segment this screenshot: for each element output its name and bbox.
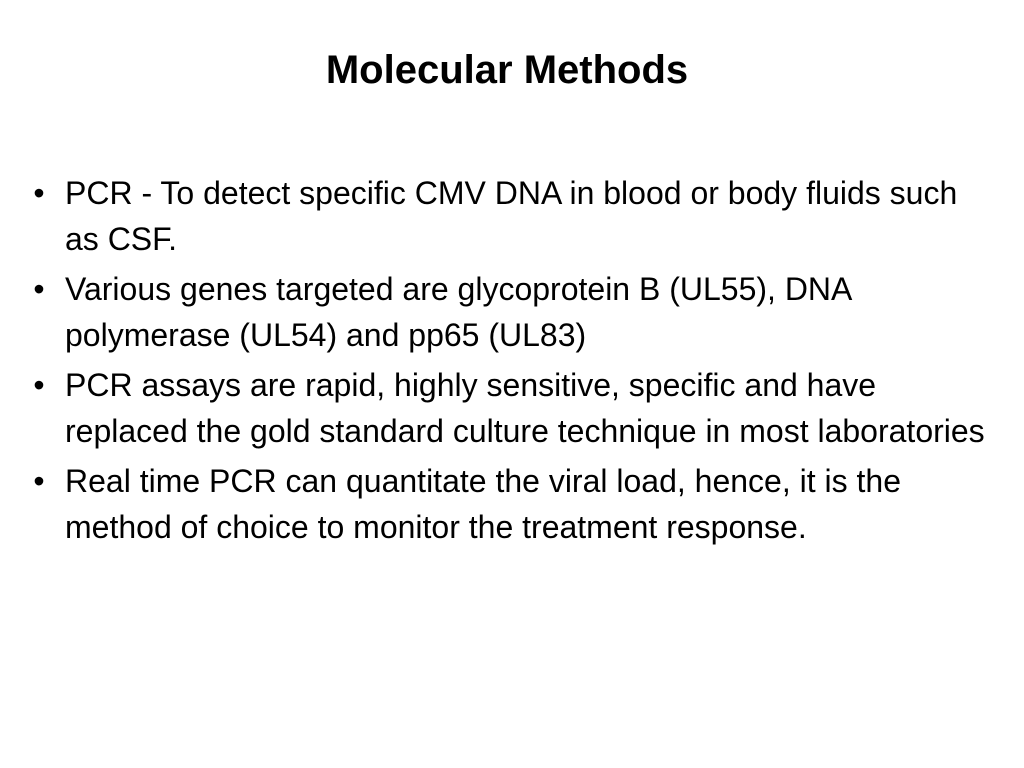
bullet-text: PCR assays are rapid, highly sensitive, specific and have replaced the gold standard culture technique in most laboratories: [65, 367, 985, 449]
bullet-text: PCR - To detect specific CMV DNA in blood or body fluids such as CSF.: [65, 175, 958, 257]
bullet-list: [27, 170, 997, 554]
bullet-item: [27, 170, 997, 262]
bullet-icon: •: [33, 271, 45, 307]
bullet-item: [27, 362, 997, 454]
bullet-text: Real time PCR can quantitate the viral load, hence, it is the method of choice to monitor the treatment response.: [65, 463, 901, 545]
slide-title: Molecular Methods: [325, 48, 689, 92]
bullet-item: [27, 458, 997, 550]
bullet-icon: •: [33, 175, 45, 211]
bullet-text: Various genes targeted are glycoprotein B (UL55), DNA polymerase (UL54) and pp65 (UL83): [65, 271, 851, 353]
bullet-item: [27, 266, 997, 358]
bullet-icon: •: [33, 463, 45, 499]
bullet-icon: •: [33, 367, 45, 403]
